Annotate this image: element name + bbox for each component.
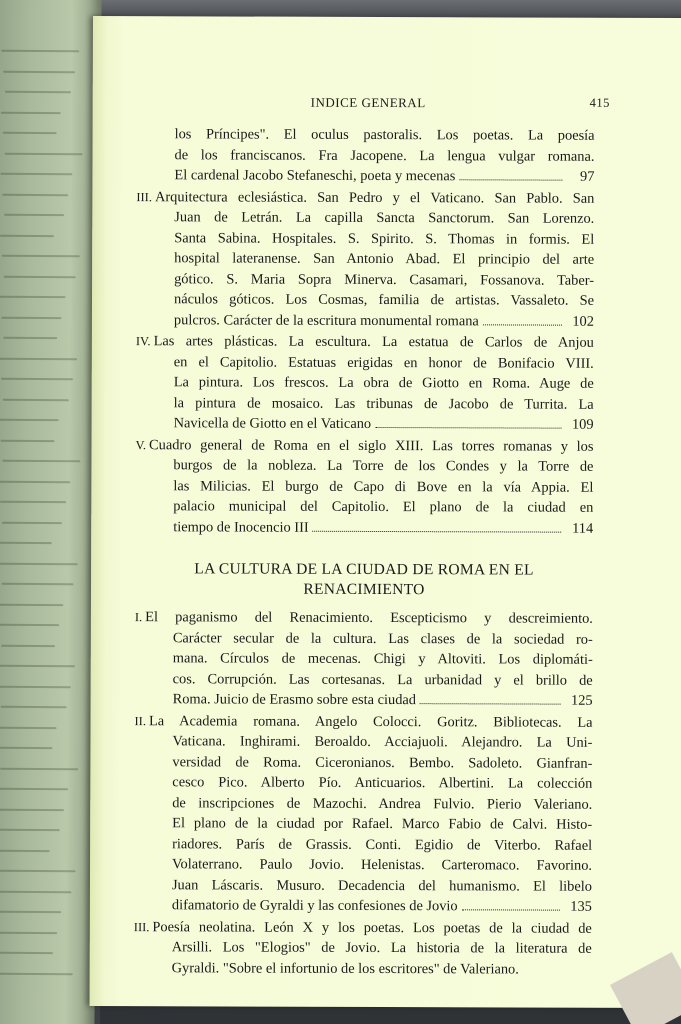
left-page-text-line <box>0 357 77 360</box>
left-page-text-line <box>0 829 60 831</box>
left-page-text-line <box>0 726 57 728</box>
toc-line <box>134 813 592 835</box>
left-page-text-line <box>0 296 66 298</box>
left-page-text-line <box>0 173 72 176</box>
left-page-text-line <box>0 480 70 483</box>
left-page-text-line <box>2 193 68 195</box>
left-page-text-line <box>0 501 66 503</box>
toc-entry <box>136 187 594 332</box>
chapter-numeral: V. <box>135 437 147 452</box>
toc-line <box>134 854 592 876</box>
toc-line-text: Poesía neolatina. León X y los poetas. Los poetas de la ciudad de <box>152 918 592 937</box>
toc-line <box>136 413 594 435</box>
toc-entry <box>135 435 593 539</box>
toc-line-text: náculos góticos. Los Cosmas, familia de artistas. Vassaleto. Se <box>173 291 595 309</box>
toc-line-text: Juan de Letrán. La capilla Sancta Sanctorum. San Lorenzo. <box>174 209 595 227</box>
running-title: INDICE GENERAL <box>310 94 426 111</box>
toc-line-text: cesco Pico. Alberto Pío. Anticuarios. Albertini. La colección <box>172 774 593 792</box>
left-page-text-line <box>1 378 73 381</box>
left-page-text-line <box>2 460 80 463</box>
toc-line <box>134 937 592 959</box>
toc-line <box>136 289 594 311</box>
toc-page-number: 125 <box>570 692 593 709</box>
toc-line <box>134 875 592 897</box>
toc-line-text: Roma. Juicio de Erasmo sobre esta ciudad <box>172 691 417 709</box>
left-page-text-line <box>0 849 50 851</box>
toc-line <box>136 165 594 187</box>
toc-line-text: en el Capitolio. Estatuas erigidas en honor de Bonifacio VIII. <box>173 353 594 372</box>
toc-line <box>135 711 593 733</box>
toc-line-text: de los franciscanos. Fra Jacopene. La lengua vulgar romana. <box>174 146 595 165</box>
toc-line <box>134 917 592 939</box>
toc-entry <box>134 711 593 918</box>
left-page-text-line <box>3 337 57 339</box>
toc-line <box>136 331 594 353</box>
dot-leader <box>375 427 561 429</box>
left-page-text-line <box>0 603 63 605</box>
toc-line <box>136 352 594 374</box>
left-page-text-line <box>0 911 61 913</box>
toc-line <box>135 496 593 518</box>
toc-line <box>136 372 594 394</box>
toc-entry <box>134 917 592 980</box>
toc-line-text: la pintura de mosaico. Las tribunas de Jacobo de Turrita. La <box>173 394 594 413</box>
toc-line-text: Las artes plásticas. La escultura. La estatua de Carlos de Anjou <box>153 333 594 351</box>
left-page-text-line <box>2 521 62 523</box>
left-page-text-line <box>2 583 74 586</box>
chapter-numeral: II. <box>134 713 147 728</box>
left-page-text-line <box>5 152 83 155</box>
chapter-numeral: III. <box>136 189 153 204</box>
toc-line <box>135 455 593 477</box>
toc-line-text: Arquitectura eclesiástica. San Pedro y el Vaticano. San Pablo. San <box>154 188 595 207</box>
left-page-text-line <box>0 870 76 873</box>
toc-line <box>136 207 594 229</box>
dot-leader <box>313 530 562 532</box>
book-page <box>90 16 681 1008</box>
left-page-text-line <box>3 398 69 400</box>
toc-line-text: difamatorio de Gyraldi y las confesiones de Jovio <box>171 897 458 915</box>
toc-line-text: Arsilli. Los "Elogios" de Jovio. La historia de la literatura de <box>171 939 592 957</box>
toc-entry <box>136 331 594 435</box>
left-page-text-line <box>1 50 79 53</box>
left-page-text-line <box>4 275 76 278</box>
toc-line-text: tiempo de Inocencio III <box>173 518 309 536</box>
left-page-text-line <box>3 70 75 73</box>
left-page-text-line <box>1 706 67 708</box>
left-page-text-line <box>0 972 73 975</box>
toc-line <box>134 772 592 794</box>
left-page-text-line <box>0 685 71 688</box>
left-page-text-line <box>0 542 52 544</box>
toc-line-text: Cuadro general de Roma en el siglo XIII. Las torres romanas y los <box>149 436 594 455</box>
toc-entry <box>135 607 593 711</box>
chapter-numeral: IV. <box>135 334 151 349</box>
toc-line-text: El paganismo del Renacimiento. Escepticismo y descreimiento. <box>145 609 593 627</box>
left-page-text-line <box>5 91 71 93</box>
toc-line-text: gótico. S. Maria Sopra Minerva. Casamari, Fossanova. Taber- <box>174 270 595 289</box>
toc-page-number: 114 <box>572 520 594 537</box>
left-page-text-line <box>0 665 75 668</box>
toc-entry <box>136 124 594 187</box>
left-page-text-line <box>1 439 55 441</box>
toc-line <box>134 834 592 856</box>
section-title <box>135 559 593 601</box>
section-title-line2: RENACIMIENTO <box>303 580 425 599</box>
toc-line-text: mana. Círculos de mecenas. Chigi y Altoviti. Los diplomáti- <box>172 650 593 668</box>
toc-line-text: cos. Corrupción. Las cortesanas. La urbanidad y el brillo de <box>172 670 593 689</box>
toc-line <box>134 895 592 917</box>
left-page-text-line <box>3 132 57 134</box>
toc-line-text: Carácter secular de la cultura. Las clases de la sociedad ro- <box>172 629 593 648</box>
left-page-text-line <box>0 234 54 236</box>
toc-line-text: El plano de la ciudad por Rafael. Marco Fabio de Calvi. Histo- <box>172 815 593 833</box>
toc-line-text: las Milicias. El burgo de Capo di Bove en la vía Appia. El <box>173 477 594 496</box>
left-page-text-line <box>1 644 55 646</box>
toc-line-text: Vaticana. Inghirami. Beroaldo. Acciajuoli. Alejandro. La Uni- <box>172 733 593 751</box>
toc-line <box>136 310 594 332</box>
left-page-text-line <box>0 767 78 770</box>
toc-page-number: 109 <box>571 416 594 433</box>
section-title-line1: LA CULTURA DE LA CIUDAD DE ROMA EN EL <box>194 560 534 579</box>
toc-line-text: Juan Láscaris. Musuro. Decadencia del humanismo. El libelo <box>171 876 592 895</box>
toc-line <box>135 607 593 629</box>
toc-line-text: Santa Sabina. Hospitales. S. Spirito. S. Thomas in formis. El <box>174 229 595 248</box>
left-page-text-line <box>0 747 52 749</box>
table-of-contents <box>134 124 595 981</box>
toc-line <box>136 145 594 167</box>
left-page-text-line <box>0 419 59 421</box>
toc-page-number: 97 <box>580 168 595 185</box>
toc-line <box>134 958 592 980</box>
toc-line-text: pulcros. Carácter de la escritura monumental romana <box>173 311 479 329</box>
toc-line-text: Navicella de Giotto en el Vaticano <box>173 415 372 432</box>
toc-line <box>137 124 595 146</box>
dot-leader <box>483 324 562 325</box>
left-page-text-line <box>0 562 78 565</box>
left-page-text-line <box>0 931 57 933</box>
toc-entries-part2 <box>134 607 593 980</box>
toc-line <box>136 228 594 250</box>
toc-line-text: riadores. París de Grassis. Conti. Egidio de Viterbo. Rafael <box>172 835 593 854</box>
toc-line <box>135 648 593 670</box>
toc-line-text: La Academia romana. Angelo Colocci. Goritz. Bibliotecas. La <box>148 712 593 731</box>
dot-leader <box>420 703 561 704</box>
toc-entries-part1 <box>135 124 594 539</box>
dot-leader <box>459 179 562 180</box>
toc-line <box>135 669 593 691</box>
toc-line-text: versidad de Roma. Ciceronianos. Bembo. Sadoleto. Gianfran- <box>172 753 593 772</box>
toc-line <box>135 517 593 539</box>
toc-line-text: de inscripciones de Mazochi. Andrea Fulvio. Pierio Valeriano. <box>172 794 593 813</box>
toc-line <box>136 393 594 415</box>
toc-line-text: Volaterrano. Paulo Jovio. Helenistas. Carteromaco. Favorino. <box>172 856 593 874</box>
toc-line-text: los Príncipes". El oculus pastoralis. Los poetas. La poesía <box>174 126 595 144</box>
toc-line-text: La pintura. Los frescos. La obra de Giotto en Roma. Auge de <box>173 374 594 392</box>
dot-leader <box>462 909 560 910</box>
left-page-text-line <box>1 111 61 113</box>
toc-line <box>136 248 594 270</box>
toc-page-number: 102 <box>572 313 594 330</box>
left-page-text-line <box>0 788 68 791</box>
chapter-numeral: III. <box>133 919 150 934</box>
toc-line-text: hospital lateranense. San Antonio Abad. El principio del arte <box>174 250 595 268</box>
toc-line <box>135 476 593 498</box>
toc-line-text: palacio municipal del Capitolio. El plano de la ciudad en <box>173 498 594 516</box>
toc-line <box>135 628 593 650</box>
toc-line-text: Gyraldi. "Sobre el infortunio de los escritores" de Valeriano. <box>171 959 519 977</box>
toc-line-text: burgos de la nobleza. La Torre de los Condes y la Torre de <box>173 457 594 475</box>
toc-line <box>134 731 592 753</box>
left-page-text-line <box>0 624 59 626</box>
toc-page-number: 135 <box>570 898 592 915</box>
toc-line <box>135 689 593 711</box>
left-page-text-line <box>1 316 61 318</box>
toc-line <box>136 187 594 209</box>
left-page-text-line <box>0 808 64 810</box>
toc-line <box>136 269 594 291</box>
toc-line-text: El cardenal Jacobo Stefaneschi, poeta y mecenas <box>174 167 456 185</box>
left-page-text-line <box>4 214 64 216</box>
left-page-text-line <box>0 890 71 893</box>
left-page-text-line <box>0 952 53 954</box>
toc-line <box>134 752 592 774</box>
left-page-text-line <box>2 255 80 258</box>
left-page-edge <box>0 0 102 1024</box>
toc-line <box>135 435 593 457</box>
chapter-numeral: I. <box>134 610 143 625</box>
page-number: 415 <box>589 95 610 110</box>
toc-line <box>134 793 592 815</box>
page-header <box>93 94 681 116</box>
